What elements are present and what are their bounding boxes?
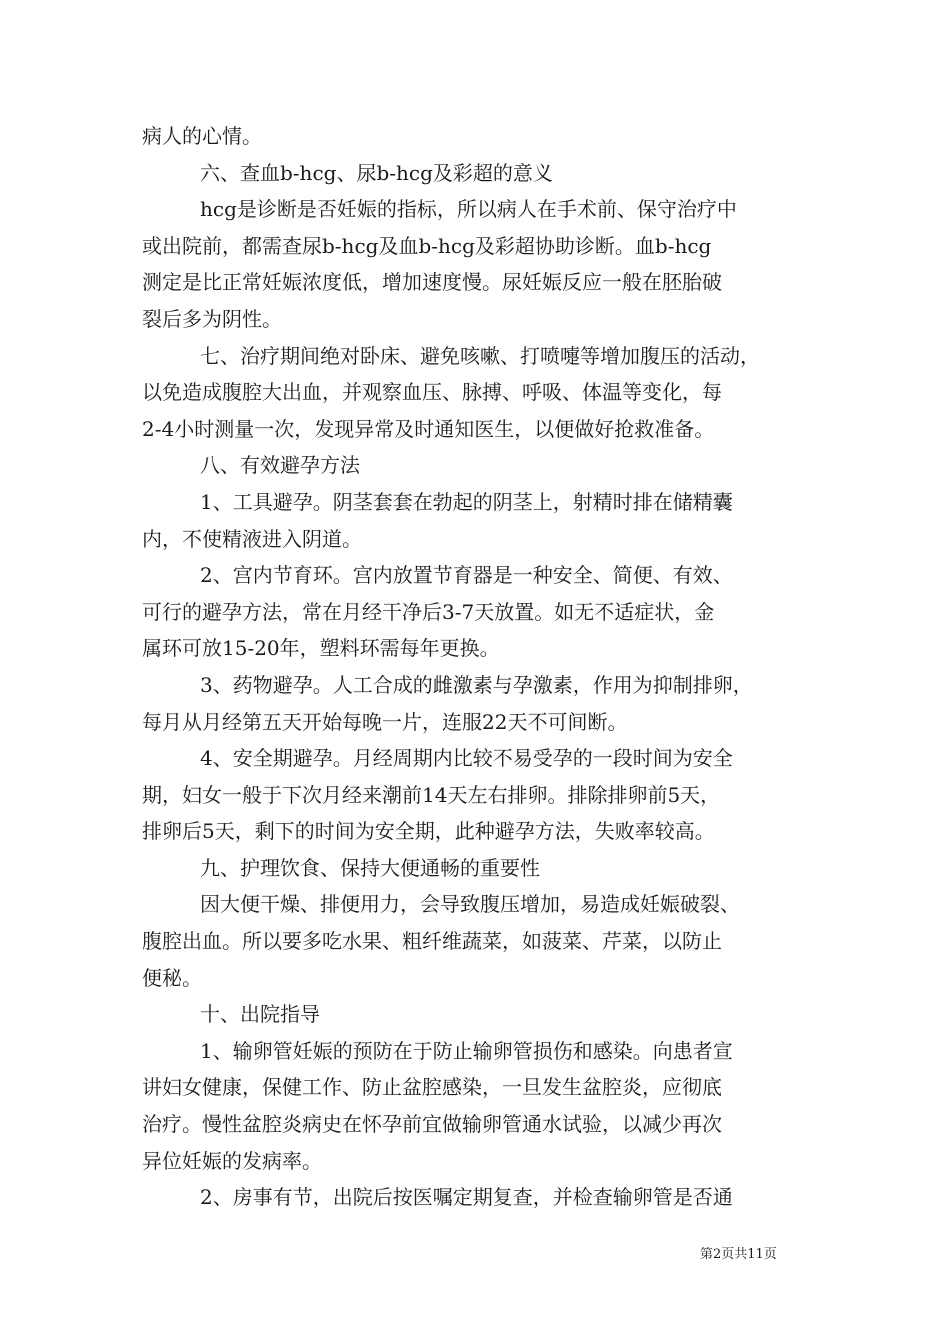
text-line: 八、有效避孕方法 — [200, 453, 360, 478]
text-line: hcg是诊断是否妊娠的指标，所以病人在手术前、保守治疗中 — [200, 197, 737, 222]
text-line: 每月从月经第五天开始每晚一片，连服22天不可间断。 — [142, 709, 628, 734]
text-line: 十、出院指导 — [200, 1002, 320, 1027]
text-line: 内，不使精液进入阴道。 — [142, 526, 362, 551]
text-line: 期，妇女一般于下次月经来潮前14天左右排卵。排除排卵前5天， — [142, 782, 721, 807]
text-line: 1、工具避孕。阴茎套套在勃起的阴茎上，射精时排在储精囊 — [200, 489, 733, 514]
text-line: 排卵后5天，剩下的时间为安全期，此种避孕方法，失败率较高。 — [142, 819, 715, 844]
text-line: 以免造成腹腔大出血，并观察血压、脉搏、呼吸、体温等变化，每 — [142, 380, 722, 405]
text-line: 七、治疗期间绝对卧床、避免咳嗽、打喷嚏等增加腹压的活动， — [200, 343, 760, 368]
text-line: 异位妊娠的发病率。 — [142, 1148, 322, 1173]
text-line: 测定是比正常妊娠浓度低，增加速度慢。尿妊娠反应一般在胚胎破 — [142, 270, 722, 295]
text-line: 九、护理饮食、保持大便通畅的重要性 — [200, 855, 540, 880]
text-line: 2、宫内节育环。宫内放置节育器是一种安全、简便、有效、 — [200, 563, 733, 588]
text-line: 六、查血b-hcg、尿b-hcg及彩超的意义 — [200, 160, 553, 185]
text-line: 裂后多为阴性。 — [142, 306, 282, 331]
text-line: 因大便干燥、排便用力，会导致腹压增加，易造成妊娠破裂、 — [200, 892, 740, 917]
text-line: 治疗。慢性盆腔炎病史在怀孕前宜做输卵管通水试验，以减少再次 — [142, 1112, 722, 1137]
page-number: 第2页共11页 — [700, 1247, 777, 1262]
text-line: 病人的心情。 — [142, 124, 262, 148]
text-line: 1、输卵管妊娠的预防在于防止输卵管损伤和感染。向患者宣 — [200, 1038, 733, 1063]
text-line: 可行的避孕方法，常在月经干净后3-7天放置。如无不适症状，金 — [142, 599, 715, 624]
document-body — [142, 118, 810, 1216]
text-line: 或出院前，都需查尿b-hcg及血b-hcg及彩超协助诊断。血b-hcg — [142, 233, 712, 258]
text-line: 2、房事有节，出院后按医嘱定期复查，并检查输卵管是否通 — [200, 1185, 733, 1210]
text-line: 2-4小时测量一次，发现异常及时通知医生，以便做好抢救准备。 — [142, 416, 715, 441]
text-line: 3、药物避孕。人工合成的雌激素与孕激素，作用为抑制排卵， — [200, 672, 753, 697]
text-line: 讲妇女健康，保健工作、防止盆腔感染，一旦发生盆腔炎，应彻底 — [142, 1075, 722, 1100]
text-line: 属环可放15-20年，塑料环需每年更换。 — [142, 636, 500, 661]
text-line: 腹腔出血。所以要多吃水果、粗纤维蔬菜，如菠菜、芹菜，以防止 — [142, 929, 722, 954]
text-line: 4、安全期避孕。月经周期内比较不易受孕的一段时间为安全 — [200, 746, 733, 771]
text-line: 便秘。 — [142, 965, 202, 990]
